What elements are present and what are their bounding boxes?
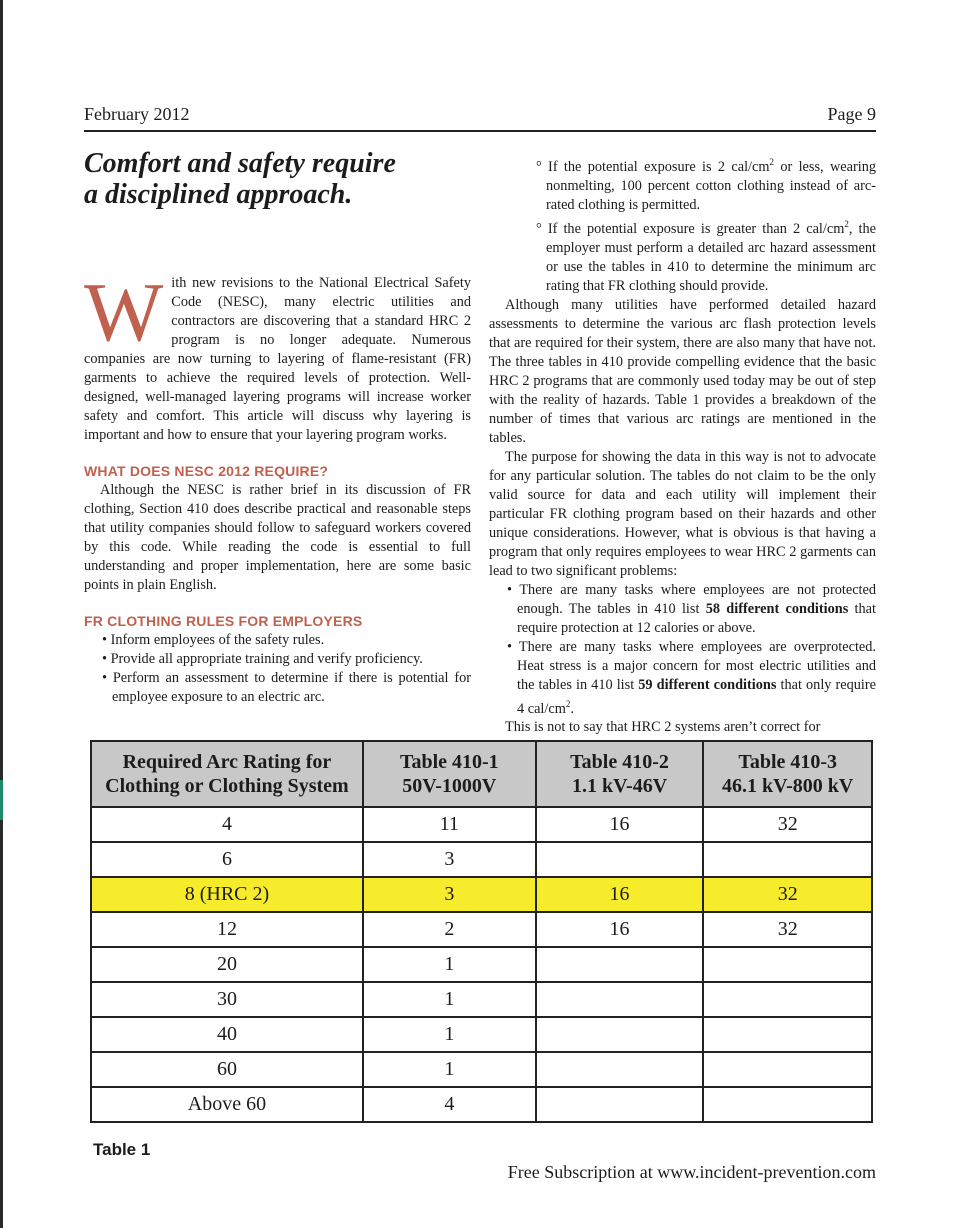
purpose-paragraph: The purpose for showing the data in this way is not to advocate for any particular solution. The tables do not claim to be the only valid source for data and each utility will implement their particular FR clothing program based on their hazards and other unique considerations. However, what is obvious is that having a program that only requires employees to wear HRC 2 garments can lead to two significant problems: <box>489 448 876 579</box>
table-cell <box>536 1052 704 1087</box>
table-cell <box>536 982 704 1017</box>
page-edge-accent <box>0 780 3 820</box>
table-cell: 2 <box>363 912 536 947</box>
header-table-410-2: Table 410-2 1.1 kV-46V <box>536 741 704 807</box>
section-heading-rules: FR CLOTHING RULES FOR EMPLOYERS <box>84 613 363 629</box>
table-cell: 8 (HRC 2) <box>91 877 363 912</box>
rules-list <box>84 631 471 707</box>
table-cell <box>703 1087 872 1122</box>
problems-list <box>489 581 876 719</box>
exposure-rule-2: ° If the potential exposure is greater than 2 cal/$cm^2$, the employer must perform a detailed arc hazard assessment or use the tables in 410 to determine the minimum arc rating that FR clothing should provide. <box>536 218 876 294</box>
page-header <box>84 104 876 132</box>
table-cell <box>703 982 872 1017</box>
header-table-410-3: Table 410-3 46.1 kV-800 kV <box>703 741 872 807</box>
table-cell: 1 <box>363 982 536 1017</box>
list-item: • Inform employees of the safety rules. <box>102 632 325 648</box>
table-row <box>91 807 872 842</box>
table-cell: 16 <box>536 912 704 947</box>
table-cell: 4 <box>91 807 363 842</box>
table-row <box>91 947 872 982</box>
table-cell: 16 <box>536 877 704 912</box>
table-header-row <box>91 741 872 807</box>
table-cell: 32 <box>703 807 872 842</box>
footer-subscription: Free Subscription at www.incident-prevention.com <box>507 1162 876 1182</box>
table-cell: 32 <box>703 912 872 947</box>
header-arc-rating: Required Arc Rating for Clothing or Clothing System <box>91 741 363 807</box>
table-cell: 60 <box>91 1052 363 1087</box>
table-row <box>91 1052 872 1087</box>
drop-cap: W <box>84 266 164 359</box>
title-line-2: a disciplined approach. <box>84 179 353 210</box>
table-cell <box>536 1017 704 1052</box>
exposure-rule-1: ° If the potential exposure is 2 cal/$cm^2$ or less, wearing nonmelting, 100 percent cotton clothing instead of arc-rated clothing is permitted. <box>536 157 876 213</box>
table-cell: 12 <box>91 912 363 947</box>
section-heading-nesc: WHAT DOES NESC 2012 REQUIRE? <box>84 463 329 479</box>
table-row <box>91 912 872 947</box>
page-edge <box>0 0 3 1228</box>
table-cell: 3 <box>363 877 536 912</box>
table-cell <box>703 947 872 982</box>
table-cell: 6 <box>91 842 363 877</box>
list-item: • There are many tasks where employees are not protected enough. The tables in 410 list 58 different conditions that require protection at 12 calories or above. <box>507 581 876 636</box>
table-row <box>91 1087 872 1122</box>
closing-paragraph: This is not to say that HRC 2 systems aren’t correct for <box>505 719 821 736</box>
arc-rating-table <box>90 740 873 1123</box>
section-nesc-text: Although the NESC is rather brief in its discussion of FR clothing, Section 410 does describe practical and reasonable steps that utility companies should follow to safeguard workers covered by this code. While reading the code is essential to full understanding and proper implementation, here are some basic points in plain English. <box>84 482 471 593</box>
left-column <box>84 148 471 707</box>
table-row <box>91 1017 872 1052</box>
table-cell: 4 <box>363 1087 536 1122</box>
table-cell: 16 <box>536 807 704 842</box>
hazard-paragraph: Although many utilities have performed detailed hazard assessments to determine the various arc flash protection levels that are required for their system, there are also many that have not. The three tables in 410 provide compelling evidence that the basic HRC 2 programs that are commonly used today may be out of step with the reality of hazards. Table 1 provides a breakdown of the number of times that various arc ratings are mentioned in the tables. <box>489 296 876 446</box>
table-cell: 20 <box>91 947 363 982</box>
table-cell: 30 <box>91 982 363 1017</box>
list-item: • Provide all appropriate training and verify proficiency. <box>102 651 423 667</box>
article-title <box>84 148 471 210</box>
table-row <box>91 982 872 1017</box>
title-line-1: Comfort and safety require <box>84 148 396 179</box>
issue-date: February 2012 <box>84 104 190 124</box>
table-cell: Above 60 <box>91 1087 363 1122</box>
table-cell <box>703 842 872 877</box>
table-cell: 40 <box>91 1017 363 1052</box>
list-item: • Perform an assessment to determine if there is potential for employee exposure to an electric arc. <box>102 670 471 705</box>
table-cell: 1 <box>363 1017 536 1052</box>
table-cell <box>536 842 704 877</box>
table-row <box>91 842 872 877</box>
header-table-410-1: Table 410-1 50V-1000V <box>363 741 536 807</box>
intro-paragraph <box>84 266 471 445</box>
table-cell: 32 <box>703 877 872 912</box>
table-cell <box>536 1087 704 1122</box>
table-cell <box>703 1017 872 1052</box>
table-caption: Table 1 <box>93 1140 151 1159</box>
table-cell: 1 <box>363 1052 536 1087</box>
table-cell: 11 <box>363 807 536 842</box>
table-cell: 1 <box>363 947 536 982</box>
right-column <box>489 153 876 737</box>
table-cell <box>536 947 704 982</box>
arc-rating-table-wrapper <box>90 740 873 1123</box>
list-item: • There are many tasks where employees are overprotected. Heat stress is a major concern for most electric utilities and the tables in 410 list 59 different conditions that only require 4 cal/$cm^2$. <box>507 638 876 717</box>
intro-text: ith new revisions to the National Electrical Safety Code (NESC), many electric utilities and contractors are discovering that a standard HRC 2 program is no longer adequate. Numerous companies are now turning to layering of flame-resistant (FR) garments to achieve the required levels of protection. Well-designed, well-managed layering programs will increase worker safety and comfort. This article will discuss why layering is important and how to ensure that your layering program works. <box>84 275 471 443</box>
table-cell: 3 <box>363 842 536 877</box>
table-row-highlighted <box>91 877 872 912</box>
page-number: Page 9 <box>827 104 876 124</box>
table-cell <box>703 1052 872 1087</box>
